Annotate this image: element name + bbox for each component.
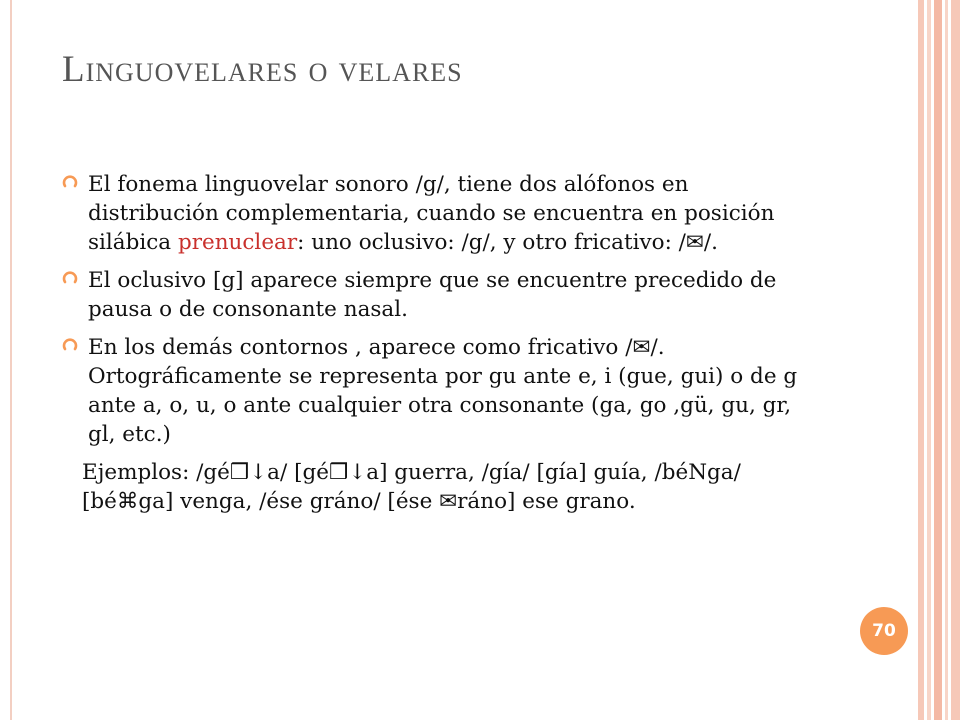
page-number-badge: 70 xyxy=(860,607,908,655)
bullet-text: En los demás contornos , aparece como fricativo /✉/. Ortográficamente se representa por gu ante e, i (gue, gui) o de g ante a, o, u, o ante cualquier otra consonante (ga, go ,gü, gu, gr, gl, etc.) xyxy=(88,335,798,447)
right-decorative-stripes xyxy=(918,0,960,720)
bullet-item xyxy=(62,266,822,324)
bullet-ring-icon xyxy=(62,175,78,191)
bullet-item xyxy=(62,170,822,257)
left-border-line xyxy=(10,0,12,720)
highlight-prenuclear: prenuclear xyxy=(177,230,298,255)
bullet-ring-icon xyxy=(62,338,78,354)
bullet-item xyxy=(62,333,822,449)
bullet-text: El oclusivo [g] aparece siempre que se encuentre precedido de pausa o de consonante nasal. xyxy=(88,268,777,322)
bullet-text-a: El fonema linguovelar sonoro /g/, tiene dos alófonos en distribución complementaria, cuando se encuentra en posición silábica xyxy=(88,172,775,255)
bullet-ring-icon xyxy=(62,271,78,287)
bullet-list xyxy=(62,170,822,516)
examples-paragraph: Ejemplos: /gé❒↓a/ [gé❒↓a] guerra, /gía/ [gía] guía, /béNga/ [bé⌘ga] venga, /ése gráno/ [ése ✉ráno] ese grano. xyxy=(82,460,741,514)
bullet-text-b: : uno oclusivo: /g/, y otro fricativo: /✉/. xyxy=(297,230,719,255)
slide-title: Linguovelares o velares xyxy=(62,49,463,90)
